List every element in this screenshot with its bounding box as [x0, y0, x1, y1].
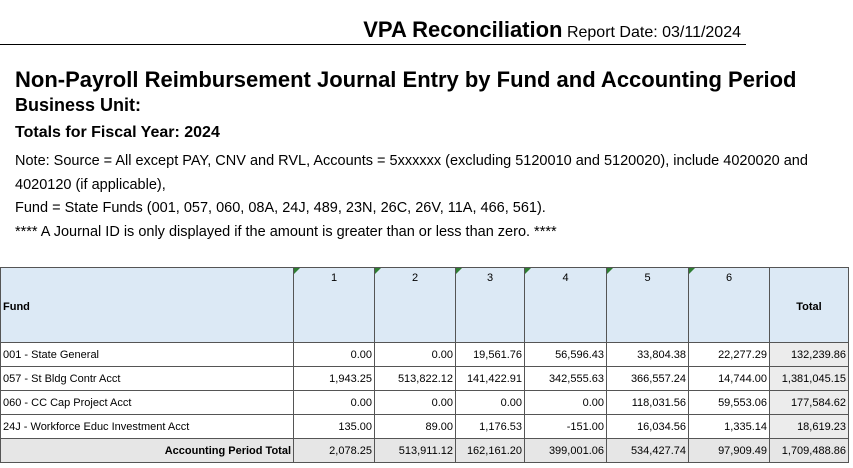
note-line-3: **** A Journal ID is only displayed if the amount is greater than or less than zero. ****	[15, 223, 557, 240]
grand-total: 1,709,488.86	[770, 439, 849, 463]
fiscal-year: Totals for Fiscal Year: 2024	[15, 124, 220, 141]
notes	[15, 150, 845, 244]
period-value: 513,822.12	[375, 367, 456, 391]
total-column-header: Total	[770, 268, 849, 343]
table-row	[1, 415, 849, 439]
period-total: 97,909.49	[689, 439, 770, 463]
report-header	[0, 18, 746, 45]
period-value: 16,034.56	[607, 415, 689, 439]
table-row	[1, 343, 849, 367]
fund-name: 001 - State General	[1, 343, 294, 367]
fund-period-table	[0, 267, 849, 463]
period-header: 5	[607, 268, 689, 343]
period-value: 135.00	[294, 415, 375, 439]
period-total: 513,911.12	[375, 439, 456, 463]
period-value: -151.00	[525, 415, 607, 439]
period-value: 1,943.25	[294, 367, 375, 391]
period-value: 19,561.76	[456, 343, 525, 367]
period-header: 4	[525, 268, 607, 343]
report-date: Report Date: 03/11/2024	[566, 24, 741, 41]
period-header: 1	[294, 268, 375, 343]
period-value: 0.00	[294, 391, 375, 415]
fund-name: 060 - CC Cap Project Acct	[1, 391, 294, 415]
accounting-period-total-row	[1, 439, 849, 463]
table-row	[1, 367, 849, 391]
business-unit: Business Unit:	[15, 95, 142, 115]
period-value: 33,804.38	[607, 343, 689, 367]
period-value: 59,553.06	[689, 391, 770, 415]
period-value: 118,031.56	[607, 391, 689, 415]
period-total: 2,078.25	[294, 439, 375, 463]
period-total: 534,427.74	[607, 439, 689, 463]
report-title: Non-Payroll Reimbursement Journal Entry by Fund and Accounting Period	[15, 67, 797, 92]
fund-name: 24J - Workforce Educ Investment Acct	[1, 415, 294, 439]
period-value: 342,555.63	[525, 367, 607, 391]
period-value: 0.00	[456, 391, 525, 415]
row-total: 18,619.23	[770, 415, 849, 439]
fund-name: 057 - St Bldg Contr Acct	[1, 367, 294, 391]
row-total: 177,584.62	[770, 391, 849, 415]
period-value: 89.00	[375, 415, 456, 439]
row-total: 1,381,045.15	[770, 367, 849, 391]
footer-label: Accounting Period Total	[1, 439, 294, 463]
period-value: 366,557.24	[607, 367, 689, 391]
period-total: 162,161.20	[456, 439, 525, 463]
period-value: 22,277.29	[689, 343, 770, 367]
fund-column-header: Fund	[1, 268, 294, 343]
period-header: 3	[456, 268, 525, 343]
period-value: 56,596.43	[525, 343, 607, 367]
period-value: 1,335.14	[689, 415, 770, 439]
note-line-2: Fund = State Funds (001, 057, 060, 08A, 24J, 489, 23N, 26C, 26V, 11A, 466, 561).	[15, 200, 546, 216]
period-value: 0.00	[375, 391, 456, 415]
period-value: 14,744.00	[689, 367, 770, 391]
period-total: 399,001.06	[525, 439, 607, 463]
period-value: 0.00	[375, 343, 456, 367]
period-header: 6	[689, 268, 770, 343]
report-name: VPA Reconciliation	[363, 17, 563, 42]
note-line-1: Note: Source = All except PAY, CNV and RVL, Accounts = 5xxxxxx (excluding 5120010 and 5120020), include 4020020 and 4020120 (if applicable),	[15, 153, 808, 193]
table-header-row	[1, 268, 849, 343]
period-value: 0.00	[294, 343, 375, 367]
table-row	[1, 391, 849, 415]
period-value: 1,176.53	[456, 415, 525, 439]
row-total: 132,239.86	[770, 343, 849, 367]
period-header: 2	[375, 268, 456, 343]
period-value: 141,422.91	[456, 367, 525, 391]
period-value: 0.00	[525, 391, 607, 415]
